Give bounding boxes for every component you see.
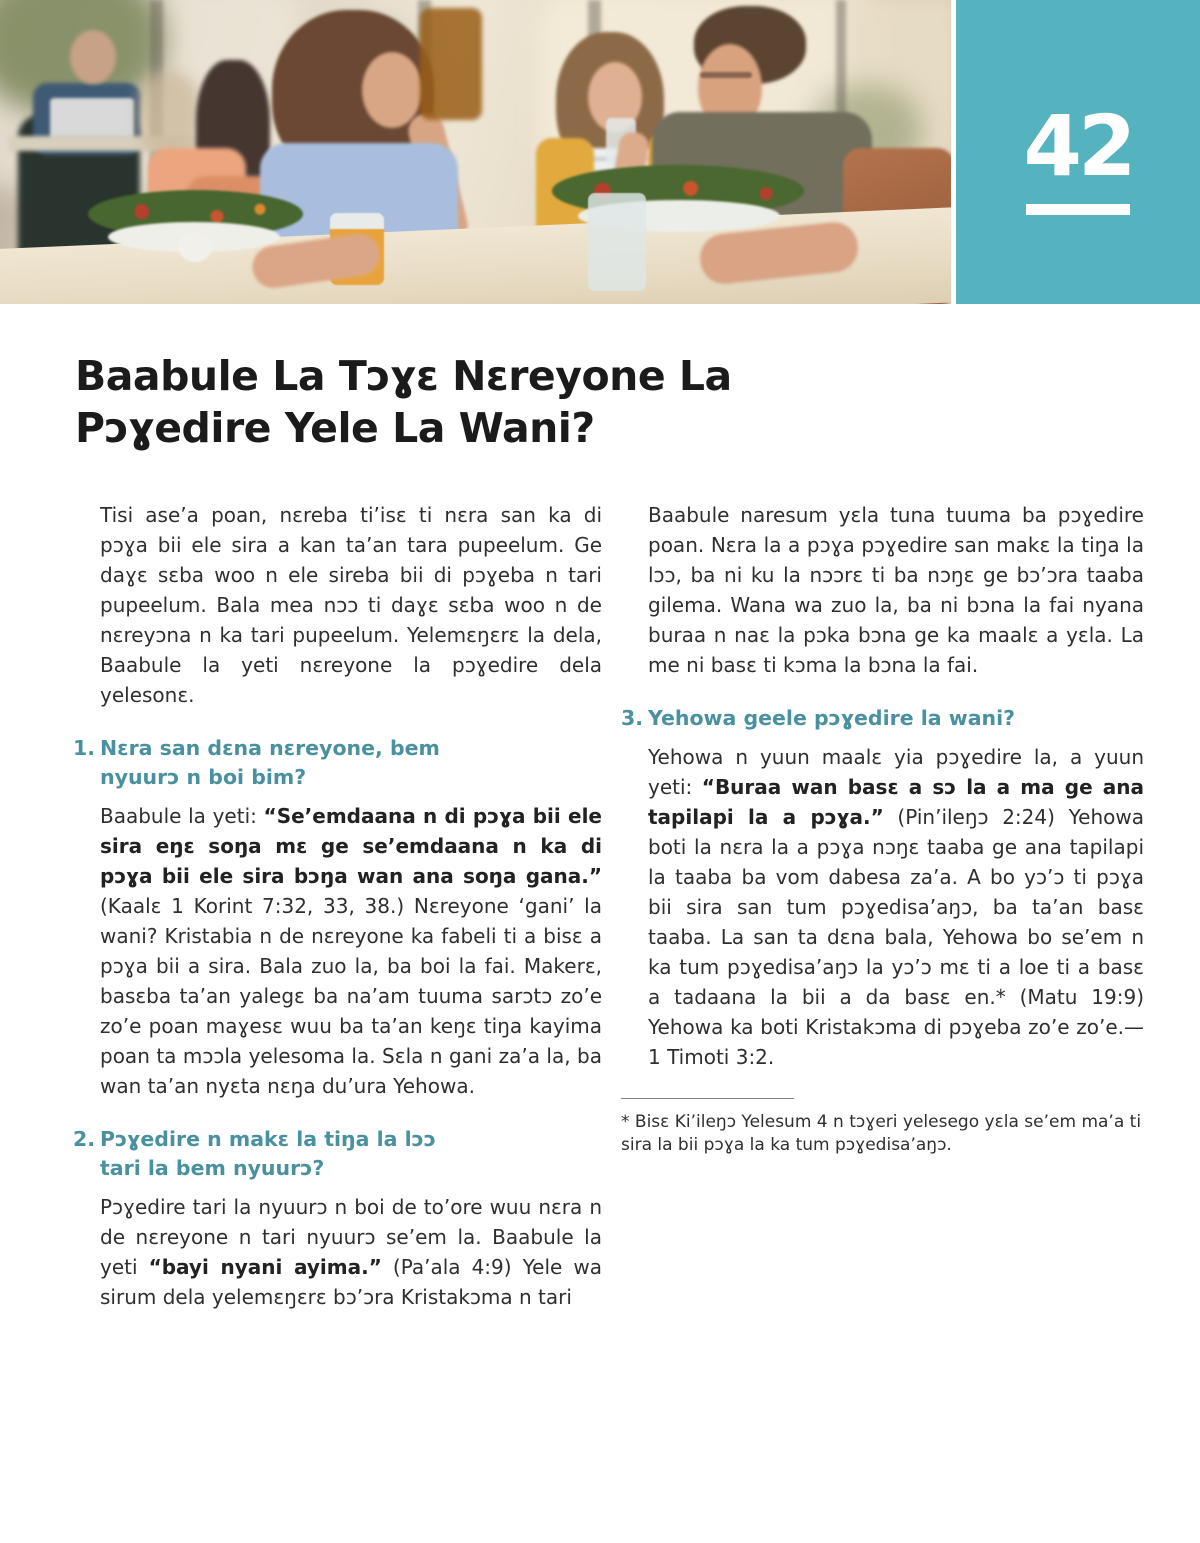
header-photo xyxy=(0,0,951,304)
question-heading-2 xyxy=(73,1125,602,1183)
footnote xyxy=(621,1098,1144,1157)
question-number: 2. xyxy=(73,1127,96,1151)
question-number: 3. xyxy=(621,706,644,730)
question-heading-3 xyxy=(621,704,1144,733)
lesson-number-badge xyxy=(956,0,1200,304)
footnote-text: * Bisɛ Ki’ileŋɔ Yelesum 4 n tɔɣeri yelesego yɛla se’em ma’a ti sira la bii pɔɣa la ka tum pɔɣedisa’aŋɔ. xyxy=(621,1112,1142,1155)
hanging-basket xyxy=(138,72,200,157)
wrist-band xyxy=(178,232,212,262)
background-man-head xyxy=(70,30,116,84)
lesson-number: 42 xyxy=(1023,96,1133,195)
intro-paragraph: Tisi ase’a poan, nɛreba ti’isɛ ti nɛra san ka di pɔɣa bii ele sira a kan ta’an tara pupeelum. Ge daɣɛ sɛba woo n ele sireba bii di pɔɣeba n tari pupeelum. Bala mea nɔɔ ti daɣɛ sɛba woo n de nɛreyɔna n ka tari pupeelum. Yelemɛŋɛrɛ la dela, Baabule la yeti nɛreyone la pɔɣedire dela yelesonɛ. xyxy=(100,503,602,707)
footnote-rule xyxy=(621,1098,794,1099)
question-number: 1. xyxy=(73,736,96,760)
scripture-quote: “Se’emdaana n di pɔɣa bii ele sira eŋɛ soŋa mɛ ge se’emdaana n ka di pɔɣa bii ele sira bɔŋa wan ana soŋa gana.” xyxy=(100,804,602,888)
paragraph-2-continued: Baabule naresum yɛla tuna tuuma ba pɔɣedire poan. Nɛra la a pɔɣa pɔɣedire san makɛ la tiŋa la lɔɔ, ba ni ku la nɔɔrɛ ti ba nɔŋɛ ge bɔ’ɔra taaba gilema. Wana wa zuo la, ba ni bɔna la fai nyana buraa n naɛ la pɔka bɔna ge ka maalɛ a yɛla. La me ni basɛ ti kɔma la bɔna la fai. xyxy=(648,503,1144,677)
paragraph-1: Baabule la yeti: “Se’emdaana n di pɔɣa bii ele sira eŋɛ soŋa mɛ ge se’emdaana n ka di pɔɣa bii ele sira bɔŋa wan ana soŋa gana.” (Kaalɛ 1 Korint 7:32, 33, 38.) Nɛreyone ‘gani’ la wani? Kristabia n de nɛreyone ka fabeli ti a bisɛ a pɔɣa bii a sira. Bala zuo la, ba boi la fai. Makerɛ, basɛba ta’an yalegɛ ba na’am tuuma sarɔtɔ zo’e zo’e poan maɣesɛ wuu ba ta’an keŋɛ tiŋa kayima poan ta mɔɔla yelesoma la. Sɛla n gani za’a la, ba wan ta’an nyɛta nɛŋa du’ura Yehowa. xyxy=(100,804,602,1098)
woman-blue-blouse-face xyxy=(362,52,422,128)
paragraph-2: Pɔɣedire tari la nyuurɔ n boi de to’ore wuu nɛra n de nɛreyone n tari nyuurɔ se’em la. Baabule la yeti “bayi nyani ayima.” (Pa’ala 4:9) Yele wa sirum dela yelemɛŋɛrɛ bɔ’ɔra Kristakɔma n tari xyxy=(100,1195,602,1309)
page-title-line1: Baabule La Tɔɣɛ Nɛreyone La xyxy=(75,352,732,400)
paragraph-3: Yehowa n yuun maalɛ yia pɔɣedire la, a yuun yeti: “Buraa wan basɛ a sɔ la a ma ge ana tapilapi la a pɔɣa.” (Pin’ileŋɔ 2:24) Yehowa boti la nɛra la a pɔɣa nɔŋɛ taaba ge ana tapilapi la taaba ba vom dabesa za’a. A bo yɔ’ɔ ti pɔɣa bii sira san tum pɔɣedisa’aŋɔ, ba ta’an basɛ taaba. La san ta dɛna bala, Yehowa bo se’em n ka tum pɔɣedisa’aŋɔ la yɔ’ɔ mɛ ti a loe ti a basɛ a tadaana la bii a da basɛ en.* (Matu 19:9) Yehowa ka boti Kristakɔma di pɔɣeba zo’e zo’e.—1 Timoti 3:2. xyxy=(648,745,1144,1069)
question-heading-1 xyxy=(73,734,602,792)
question-text: Pɔɣedire n makɛ la tiŋa la lɔɔ tari la bem nyuurɔ? xyxy=(100,1127,436,1180)
scripture-quote: “Buraa wan basɛ a sɔ la a ma ge ana tapilapi la a pɔɣa.” xyxy=(648,775,1144,829)
question-text: Nɛra san dɛna nɛreyone, bem nyuurɔ n boi bim? xyxy=(100,736,440,789)
left-column xyxy=(73,500,602,1312)
scripture-quote: “bayi nyani ayima.” xyxy=(148,1255,382,1279)
question-text: Yehowa geele pɔɣedire la wani? xyxy=(648,706,1016,730)
page-title xyxy=(75,350,955,454)
water-glass xyxy=(588,193,646,291)
condiment-bottles xyxy=(420,8,482,120)
right-column xyxy=(621,500,1144,1157)
lesson-number-underline xyxy=(1026,204,1130,215)
page-title-line2: Pɔɣedire Yele La Wani? xyxy=(75,404,595,452)
eyeglasses xyxy=(700,72,752,78)
